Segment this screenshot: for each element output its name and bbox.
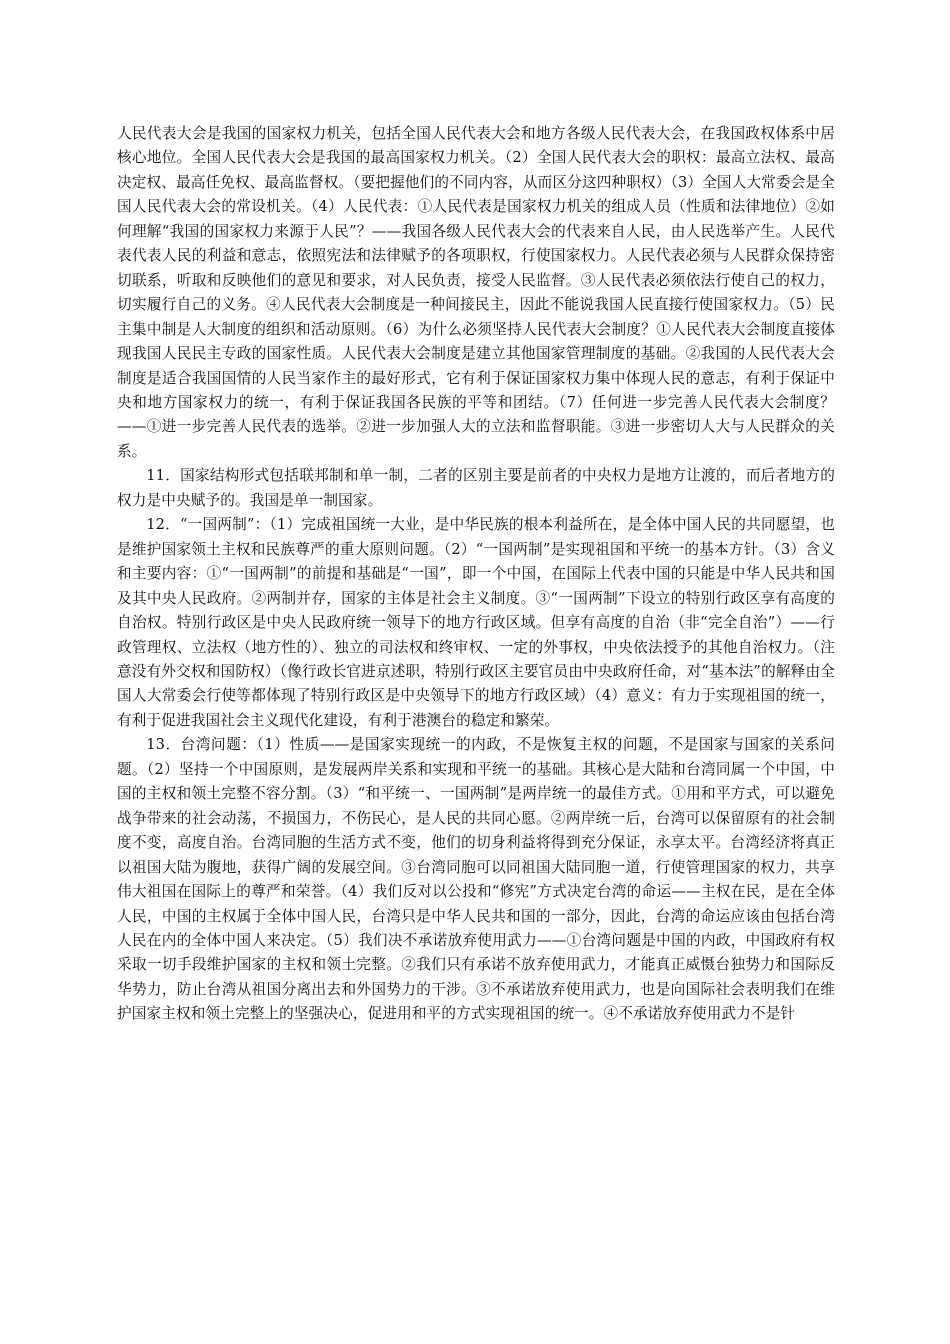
paragraph-one-country-two-systems: 12．“一国两制”：（1）完成祖国统一大业，是中华民族的根本利益所在，是全体中国人民的共同愿望，也是维护国家领土主权和民族尊严的重大原则问题。（2）“一国两制”是实现祖国和平统一的基本方针。（3）含义和主要内容：①“一国两制”的前提和基础是“一国”，即一个中国，在国际上代表中国的只能是中华人民共和国及其中央人民政府。②两制并存，国家的主体是社会主义制度。③“一国两制”下设立的特别行政区享有高度的自治权。特别行政区是中央人民政府统一领导下的地方行政区域。但享有高度的自治（非“完全自治”）——行政管理权、立法权（地方性的）、独立的司法权和终审权、一定的外事权，中央依法授予的其他自治权力。（注意没有外交权和国防权）（像行政长官进京述职，特别行政区主要官员由中央政府任命，对“基本法”的解释由全国人大常委会行使等都体现了特别行政区是中央领导下的地方行政区域）（4）意义：有力于实现祖国的统一，有利于促进我国社会主义现代化建设，有利于港澳台的稳定和繁荣。 xyxy=(117,516,835,729)
paragraph-people-congress: 人民代表大会是我国的国家权力机关，包括全国人民代表大会和地方各级人民代表大会，在我国政权体系中居核心地位。全国人民代表大会是我国的最高国家权力机关。（2）全国人民代表大会的职权：最高立法权、最高决定权、最高任免权、最高监督权。（要把握他们的不同内容，从而区分这四种职权）（3）全国人大常委会是全国人民代表大会的常设机关。（4）人民代表：①人民代表是国家权力机关的组成人员（性质和法律地位）②如何理解“我国的国家权力来源于人民”？——我国各级人民代表大会的代表来自人民，由人民选举产生。人民代表代表人民的利益和意志，依照宪法和法律赋予的各项职权，行使国家权力。人民代表必须与人民群众保持密切联系，听取和反映他们的意见和要求，对人民负责，接受人民监督。③人民代表必须依法行使自己的权力，切实履行自己的义务。④人民代表大会制度是一种间接民主，因此不能说我国人民直接行使国家权力。（5）民主集中制是人大制度的组织和活动原则。（6）为什么必须坚持人民代表大会制度？①人民代表大会制度直接体现我国人民民主专政的国家性质。人民代表大会制度是建立其他国家管理制度的基础。②我国的人民代表大会制度是适合我国国情的人民当家作主的最好形式，它有利于保证国家权力集中体现人民的意志，有利于保证中央和地方国家权力的统一，有利于保证我国各民族的平等和团结。（7）任何进一步完善人民代表大会制度？——①进一步完善人民代表的选举。②进一步加强人大的立法和监督职能。③进一步密切人大与人民群众的关系。 xyxy=(117,125,835,460)
paragraph-state-structure: 11．国家结构形式包括联邦制和单一制，二者的区别主要是前者的中央权力是地方让渡的，而后者地方的权力是中央赋予的。我国是单一制国家。 xyxy=(117,467,835,509)
document-body xyxy=(117,122,835,1027)
paragraph-taiwan-issue: 13．台湾问题：（1）性质——是国家实现统一的内政，不是恢复主权的问题，不是国家与国家的关系问题。（2）坚持一个中国原则，是发展两岸关系和实现和平统一的基础。其核心是大陆和台湾同属一个中国，中国的主权和领土完整不容分割。（3）“和平统一、一国两制”是两岸统一的最佳方式。①用和平方式，可以避免战争带来的社会动荡，不损国力，不伤民心，是人民的共同心愿。②两岸统一后，台湾可以保留原有的社会制度不变，高度自治。台湾同胞的生活方式不变，他们的切身利益将得到充分保证，永享太平。台湾经济将真正以祖国大陆为腹地，获得广阔的发展空间。③台湾同胞可以同祖国大陆同胞一道，行使管理国家的权力，共享伟大祖国在国际上的尊严和荣誉。（4）我们反对以公投和“修宪”方式决定台湾的命运——主权在民，是在全体人民，中国的主权属于全体中国人民，台湾只是中华人民共和国的一部分，因此，台湾的命运应该由包括台湾人民在内的全体中国人来决定。（5）我们决不承诺放弃使用武力——①台湾问题是中国的内政，中国政府有权采取一切手段维护国家的主权和领土完整。②我们只有承诺不放弃使用武力，才能真正威慑台独势力和国际反华势力，防止台湾从祖国分离出去和外国势力的干涉。③不承诺放弃使用武力，也是向国际社会表明我们在维护国家主权和领土完整上的坚强决心，促进用和平的方式实现祖国的统一。④不承诺放弃使用武力不是针 xyxy=(117,736,835,1023)
